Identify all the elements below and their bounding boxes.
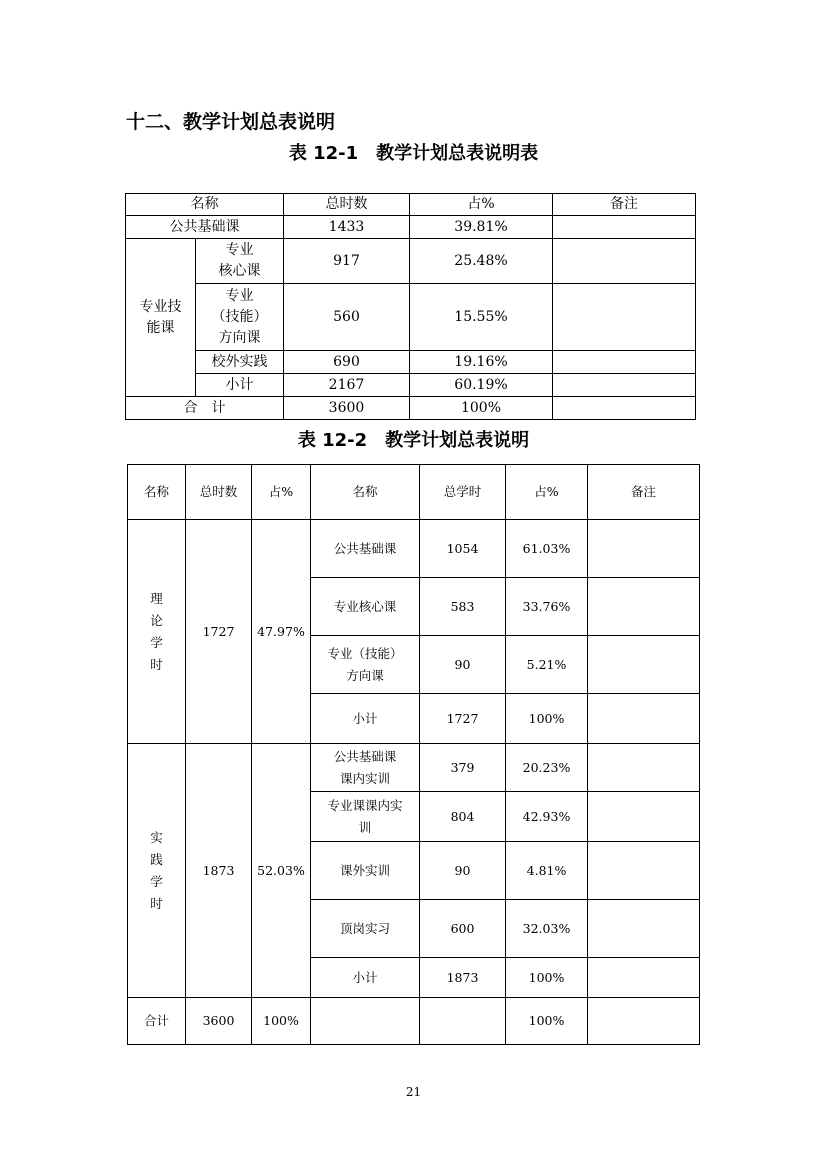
item-note — [588, 744, 700, 792]
item-note — [588, 842, 700, 900]
item-percent: 61.03% — [506, 520, 588, 578]
row-percent: 25.48% — [410, 239, 553, 284]
table2-header-item-hours: 总学时 — [420, 465, 506, 520]
table2-header-category: 名称 — [128, 465, 186, 520]
table-row — [126, 397, 696, 420]
total-percent: 100% — [252, 998, 311, 1045]
item-name: 公共基础课 — [311, 520, 420, 578]
row-percent: 15.55% — [410, 284, 553, 351]
item-name: 公共基础课 课内实训 — [311, 744, 420, 792]
row-hours: 1433 — [284, 216, 410, 239]
row-name: 小计 — [196, 374, 284, 397]
item-hours: 600 — [420, 900, 506, 958]
item-name: 小计 — [311, 958, 420, 998]
table2-header-total-hours: 总时数 — [186, 465, 252, 520]
item-hours: 379 — [420, 744, 506, 792]
item-percent: 100% — [506, 958, 588, 998]
total-label: 合计 — [128, 998, 186, 1045]
item-note — [588, 958, 700, 998]
item-note — [588, 520, 700, 578]
row-percent: 100% — [410, 397, 553, 420]
item-name: 小计 — [311, 694, 420, 744]
table2-caption: 表 12-2 教学计划总表说明 — [297, 430, 530, 451]
row-name: 校外实践 — [196, 351, 284, 374]
table-row — [126, 239, 696, 284]
table2-header-percent: 占% — [252, 465, 311, 520]
total-note — [588, 998, 700, 1045]
table-row — [126, 216, 696, 239]
item-percent: 42.93% — [506, 792, 588, 842]
item-hours: 1727 — [420, 694, 506, 744]
table-row — [128, 998, 700, 1045]
table2-header-note: 备注 — [588, 465, 700, 520]
row-note — [553, 284, 696, 351]
item-hours: 1054 — [420, 520, 506, 578]
item-note — [588, 694, 700, 744]
item-hours: 583 — [420, 578, 506, 636]
group-label: 专业技 能课 — [126, 239, 196, 397]
table-row — [128, 520, 700, 578]
row-note — [553, 397, 696, 420]
item-percent: 4.81% — [506, 842, 588, 900]
row-hours: 2167 — [284, 374, 410, 397]
theory-label: 理 论 学 时 — [128, 520, 186, 744]
page-number: 21 — [405, 1085, 422, 1099]
item-note — [588, 636, 700, 694]
total-item-name — [311, 998, 420, 1045]
item-hours: 804 — [420, 792, 506, 842]
practice-label: 实 践 学 时 — [128, 744, 186, 998]
item-hours: 90 — [420, 636, 506, 694]
item-percent: 33.76% — [506, 578, 588, 636]
theory-percent: 47.97% — [252, 520, 311, 744]
row-name: 专业 （技能） 方向课 — [196, 284, 284, 351]
table2-header-row — [128, 465, 700, 520]
item-percent: 20.23% — [506, 744, 588, 792]
row-percent: 60.19% — [410, 374, 553, 397]
row-name: 合 计 — [126, 397, 284, 420]
table1-header-note: 备注 — [553, 194, 696, 216]
row-hours: 690 — [284, 351, 410, 374]
item-note — [588, 792, 700, 842]
table2 — [127, 464, 700, 1045]
practice-percent: 52.03% — [252, 744, 311, 998]
item-hours: 1873 — [420, 958, 506, 998]
row-name: 专业 核心课 — [196, 239, 284, 284]
section-heading: 十二、教学计划总表说明 — [126, 111, 336, 133]
item-percent: 100% — [506, 694, 588, 744]
table-row — [126, 284, 696, 351]
row-name: 公共基础课 — [126, 216, 284, 239]
table2-header-item-name: 名称 — [311, 465, 420, 520]
table1-header-name: 名称 — [126, 194, 284, 216]
total-item-percent: 100% — [506, 998, 588, 1045]
row-percent: 39.81% — [410, 216, 553, 239]
table1-header-hours: 总时数 — [284, 194, 410, 216]
item-name: 顶岗实习 — [311, 900, 420, 958]
theory-total-hours: 1727 — [186, 520, 252, 744]
row-note — [553, 374, 696, 397]
row-note — [553, 239, 696, 284]
table-row — [126, 351, 696, 374]
row-note — [553, 351, 696, 374]
row-note — [553, 216, 696, 239]
practice-total-hours: 1873 — [186, 744, 252, 998]
item-name: 专业课课内实 训 — [311, 792, 420, 842]
item-note — [588, 578, 700, 636]
table1-caption: 表 12-1 教学计划总表说明表 — [288, 143, 539, 164]
item-name: 专业（技能） 方向课 — [311, 636, 420, 694]
table-row — [128, 744, 700, 792]
table1-header-percent: 占% — [410, 194, 553, 216]
item-hours: 90 — [420, 842, 506, 900]
row-hours: 917 — [284, 239, 410, 284]
item-note — [588, 900, 700, 958]
item-percent: 5.21% — [506, 636, 588, 694]
row-percent: 19.16% — [410, 351, 553, 374]
total-item-hours — [420, 998, 506, 1045]
item-name: 课外实训 — [311, 842, 420, 900]
table2-header-item-percent: 占% — [506, 465, 588, 520]
item-name: 专业核心课 — [311, 578, 420, 636]
table-row — [126, 374, 696, 397]
row-hours: 3600 — [284, 397, 410, 420]
table1-header-row — [126, 194, 696, 216]
item-percent: 32.03% — [506, 900, 588, 958]
total-hours: 3600 — [186, 998, 252, 1045]
table1 — [125, 193, 696, 420]
row-hours: 560 — [284, 284, 410, 351]
